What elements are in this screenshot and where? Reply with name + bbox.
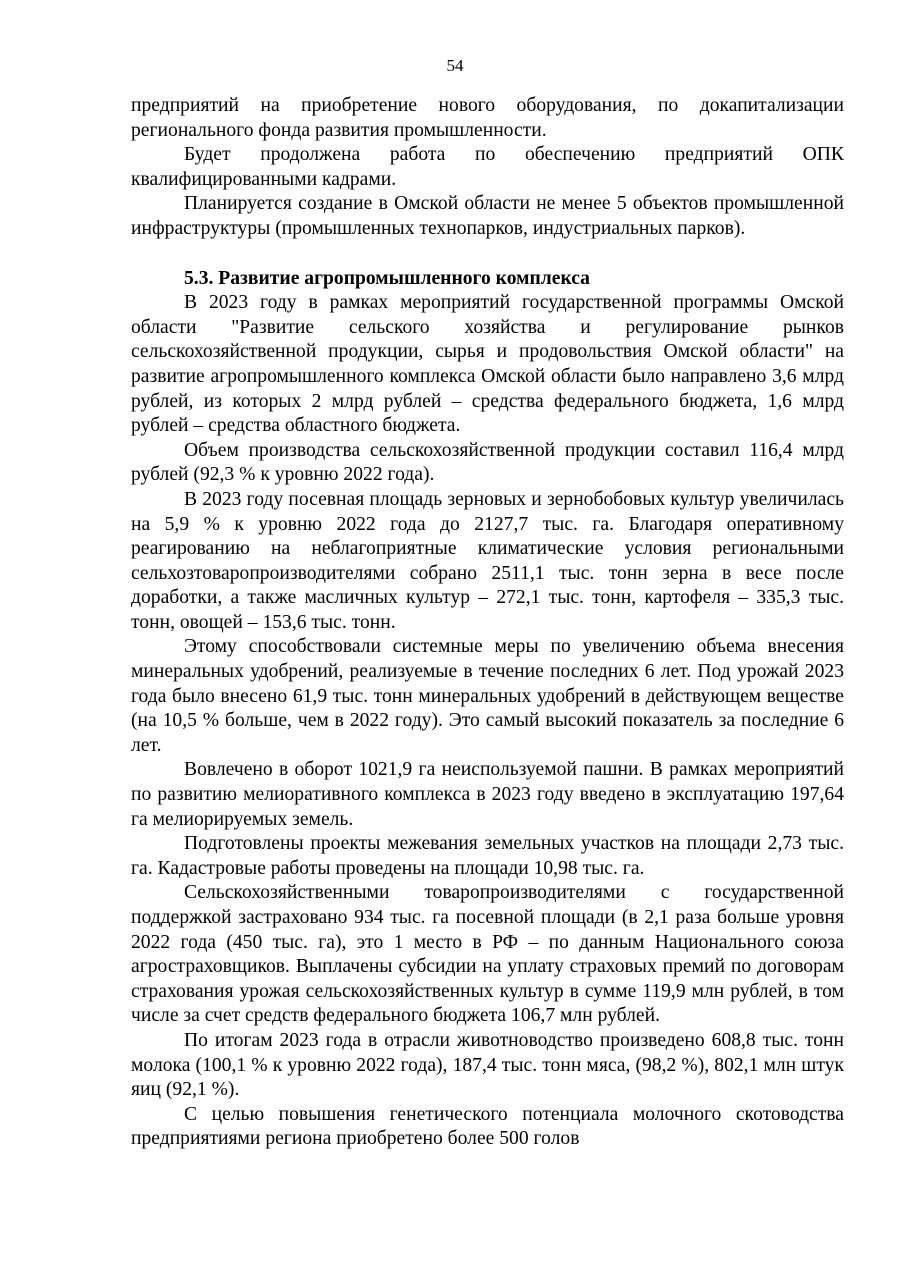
paragraph: Будет продолжена работа по обеспечению предприятий ОПК квалифицированными кадрами. <box>131 144 844 190</box>
paragraph: Планируется создание в Омской области не менее 5 объектов промышленной инфраструктуры (промышленных технопарков, индустриальных парков). <box>131 193 844 239</box>
paragraph: Подготовлены проекты межевания земельных участков на площади 2,73 тыс. га. Кадастровые работы проведены на площади 10,98 тыс. га. <box>131 833 844 879</box>
section-heading: 5.3. Развитие агропромышленного комплекса <box>184 267 590 289</box>
paragraph: В 2023 году посевная площадь зерновых и зернобобовых культур увеличилась на 5,9 % к уровню 2022 года до 2127,7 тыс. га. Благодаря оперативному реагированию на неблагоприятные климатические условия региональными сельхозтоваропроизводителями собрано 2511,1 тыс. тонн зерна в весе после доработки, а также масличных культур – 272,1 тыс. тонн, картофеля – 335,3 тыс. тонн, овощей – 153,6 тыс. тонн. <box>131 488 844 633</box>
paragraph: Сельскохозяйственными товаропроизводителями с государственной поддержкой застраховано 934 тыс. га посевной площади (в 2,1 раза больше уровня 2022 года (450 тыс. га), это 1 место в РФ – по данным Национального союза агростраховщиков. Выплачены субсидии на уплату страховых премий по договорам страхования урожая сельскохозяйственных культур в сумме 119,9 млн рублей, в том числе за счет средств федерального бюджета 106,7 млн рублей. <box>131 882 844 1027</box>
page-number: 54 <box>446 56 464 75</box>
paragraph: С целью повышения генетического потенциала молочного скотоводства предприятиями региона приобретено более 500 голов <box>131 1103 844 1150</box>
paragraph: Этому способствовали системные меры по увеличению объема внесения минеральных удобрений, реализуемые в течение последних 6 лет. Под урожай 2023 года было внесено 61,9 тыс. тонн минеральных удобрений в действующем веществе (на 10,5 % больше, чем в 2022 году). Это самый высокий показатель за последние 6 лет. <box>131 636 844 756</box>
page-body <box>131 94 844 1152</box>
paragraph: По итогам 2023 года в отрасли животноводство произведено 608,8 тыс. тонн молока (100,1 % к уровню 2022 года), 187,4 тыс. тонн мяса, (98,2 %), 802,1 млн штук яиц (92,1 %). <box>131 1029 844 1101</box>
paragraph: Вовлечено в оборот 1021,9 га неиспользуемой пашни. В рамках мероприятий по развитию мелиоративного комплекса в 2023 году введено в эксплуатацию 197,64 га мелиорируемых земель. <box>131 759 844 830</box>
paragraph: В 2023 году в рамках мероприятий государственной программы Омской области "Развитие сельского хозяйства и регулирование рынков сельскохозяйственной продукции, сырья и продовольствия Омской области" на развитие агропромышленного комплекса Омской области было направлено 3,6 млрд рублей, из которых 2 млрд рублей – средства федерального бюджета, 1,6 млрд рублей – средства областного бюджета. <box>131 292 844 437</box>
paragraph-continuation: предприятий на приобретение нового оборудования, по докапитализации регионального фонда развития промышленности. <box>131 95 844 141</box>
paragraph: Объем производства сельскохозяйственной продукции составил 116,4 млрд рублей (92,3 % к уровню 2022 года). <box>131 439 844 486</box>
